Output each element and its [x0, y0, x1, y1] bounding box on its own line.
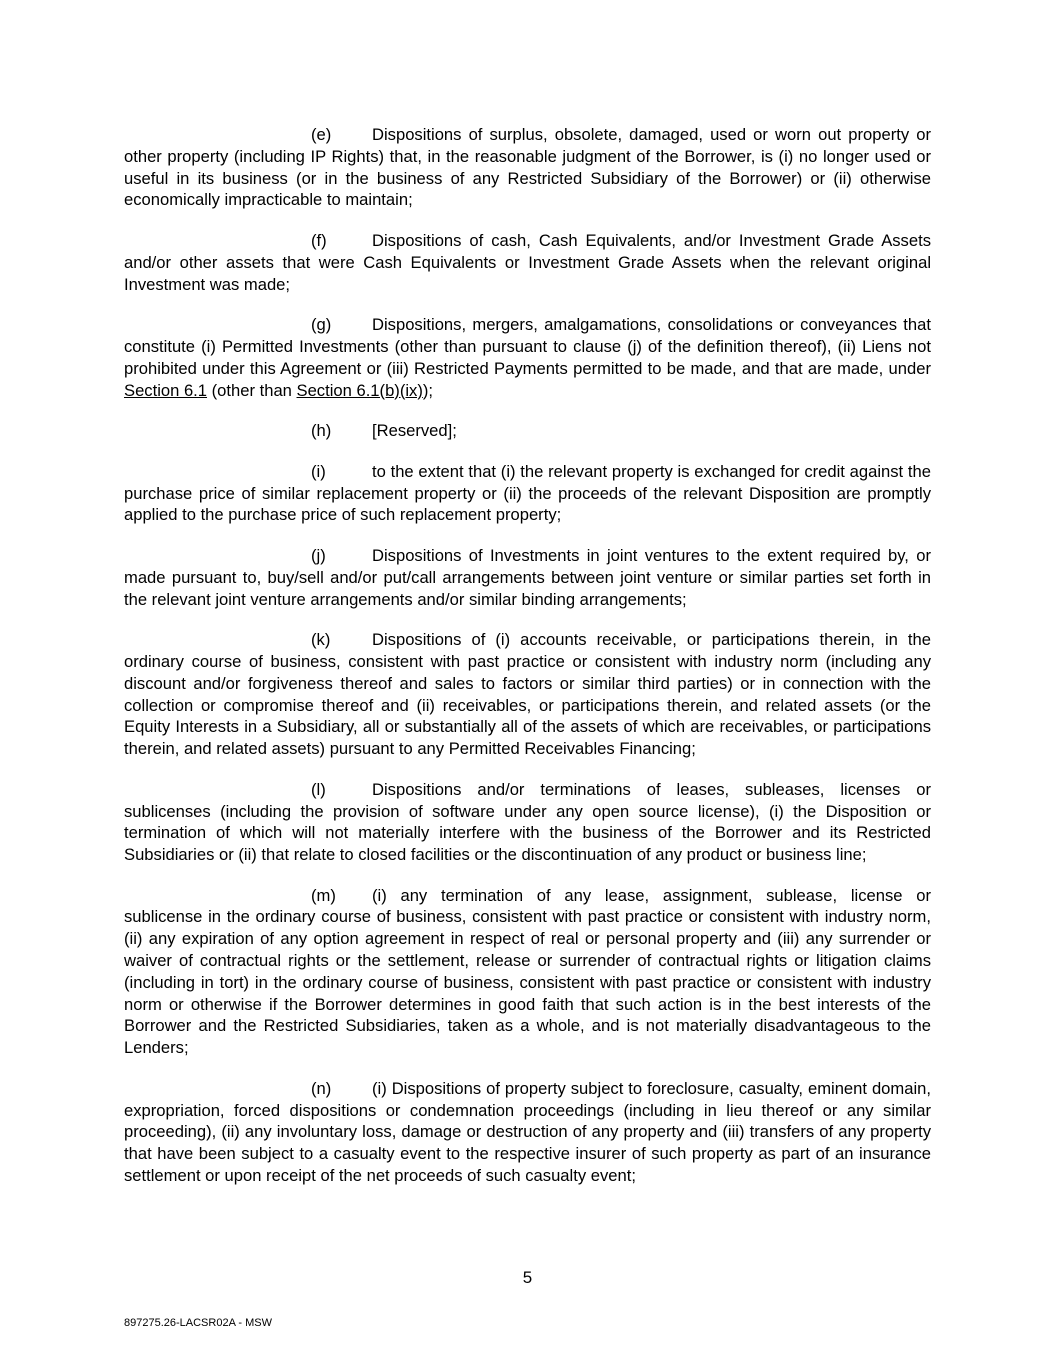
clause-text: Dispositions of Investments in joint ventures to the extent required by, or made pursuant to, buy/sell and/or put/call arrangements between joint venture or similar parties set forth in the relevant joint venture arrangements and/or similar binding arrangements; [124, 545, 931, 609]
clause-text: Dispositions, mergers, amalgamations, consolidations or conveyances that constitute (i) Permitted Investments (other than pursuant to clause (j) of the definition thereof), (ii) Liens not prohibited under this Agreement or (iii) Restricted Payments permitted to be made, and that are made, under [124, 315, 931, 378]
clause-marker: (n) [311, 1078, 332, 1098]
clause-text: Dispositions of (i) accounts receivable, or participations therein, in the ordinary course of business, consistent with past practice or consistent with industry norm (including any discount and/or forgiveness thereof and sales to factors or similar third parties) or in connection with the collection or compromise thereof and (ii) receivables, or participations therein, and related assets (or the Equity Interests in a Subsidiary, all or substantially all of the assets of which are receivables, or participations therein, and related assets) pursuant to any Permitted Receivables Financing; [124, 630, 931, 759]
clause-marker: (g) [311, 315, 332, 335]
document-body [124, 124, 931, 1206]
clause-g [124, 314, 931, 401]
clause-marker: (j) [311, 545, 326, 565]
section-reference: Section 6.1(b)(ix) [296, 380, 423, 400]
clause-text: ); [422, 380, 433, 400]
clause-marker: (e) [311, 125, 332, 144]
clause-marker: (l) [311, 779, 326, 799]
clause-text: to the extent that (i) the relevant property is exchanged for credit against the purchase price of similar replacement property or (ii) the proceeds of the relevant Disposition are promptly applied to the purchase price of such replacement property; [124, 461, 931, 525]
clause-text: (i) any termination of any lease, assignment, sublease, license or sublicense in the ordinary course of business, consistent with past practice or consistent with industry norm, (ii) any expiration of any option agreement in respect of real or personal property and (iii) any surrender or waiver of contractual rights or the settlement, release or surrender of contractual rights or litigation claims (including in tort) in the ordinary course of business, consistent with past practice or consistent with industry norm or otherwise if the Borrower determines in good faith that such action is in the best interests of the Borrower and the Restricted Subsidiaries, taken as a whole, and is not materially disadvantageous to the Lenders; [124, 885, 931, 1058]
clause-text: Dispositions and/or terminations of leases, subleases, licenses or sublicenses (including the provision of software under any open source license), (i) the Disposition or termination of which will not materially interfere with the business of the Borrower and its Restricted Subsidiaries or (ii) that relate to closed facilities or the discontinuation of any product or business line; [124, 779, 931, 865]
section-reference: Section 6.1 [124, 380, 208, 400]
document-id: 897275.26-LACSR02A - MSW [124, 1317, 272, 1329]
clause-marker: (i) [311, 461, 326, 481]
clause-text: [Reserved]; [372, 421, 457, 441]
clause-text: (i) Dispositions of property subject to foreclosure, casualty, eminent domain, expropriation, forced dispositions or condemnation proceedings (including in lieu thereof or any similar proceeding), (ii) any involuntary loss, damage or destruction of any property and (iii) transfers of any property that have been subject to a casualty event to the respective insurer of such property as part of an insurance settlement or upon receipt of the net proceeds of such casualty event; [124, 1078, 931, 1186]
clause-e [124, 124, 931, 211]
clause-marker: (k) [311, 630, 331, 650]
clause-i [124, 461, 931, 526]
clause-text: Dispositions of cash, Cash Equivalents, and/or Investment Grade Assets and/or other assets that were Cash Equivalents or Investment Grade Assets when the relevant original Investment was made; [124, 230, 931, 294]
clause-m [124, 885, 931, 1059]
clause-marker: (m) [311, 885, 336, 905]
clause-marker: (h) [311, 421, 332, 441]
clause-marker: (f) [311, 230, 327, 250]
clause-l [124, 779, 931, 866]
clause-k [124, 629, 931, 760]
clause-text: (other than [207, 380, 297, 400]
page-number: 5 [522, 1268, 533, 1287]
clause-f [124, 230, 931, 295]
clause-j [124, 545, 931, 610]
clause-n [124, 1078, 931, 1187]
clause-h [124, 420, 931, 442]
clause-text: Dispositions of surplus, obsolete, damaged, used or worn out property or other property (including IP Rights) that, in the reasonable judgment of the Borrower, is (i) no longer used or useful in its business (or in the business of any Restricted Subsidiary of the Borrower) or (ii) otherwise economically impracticable to maintain; [124, 125, 931, 210]
